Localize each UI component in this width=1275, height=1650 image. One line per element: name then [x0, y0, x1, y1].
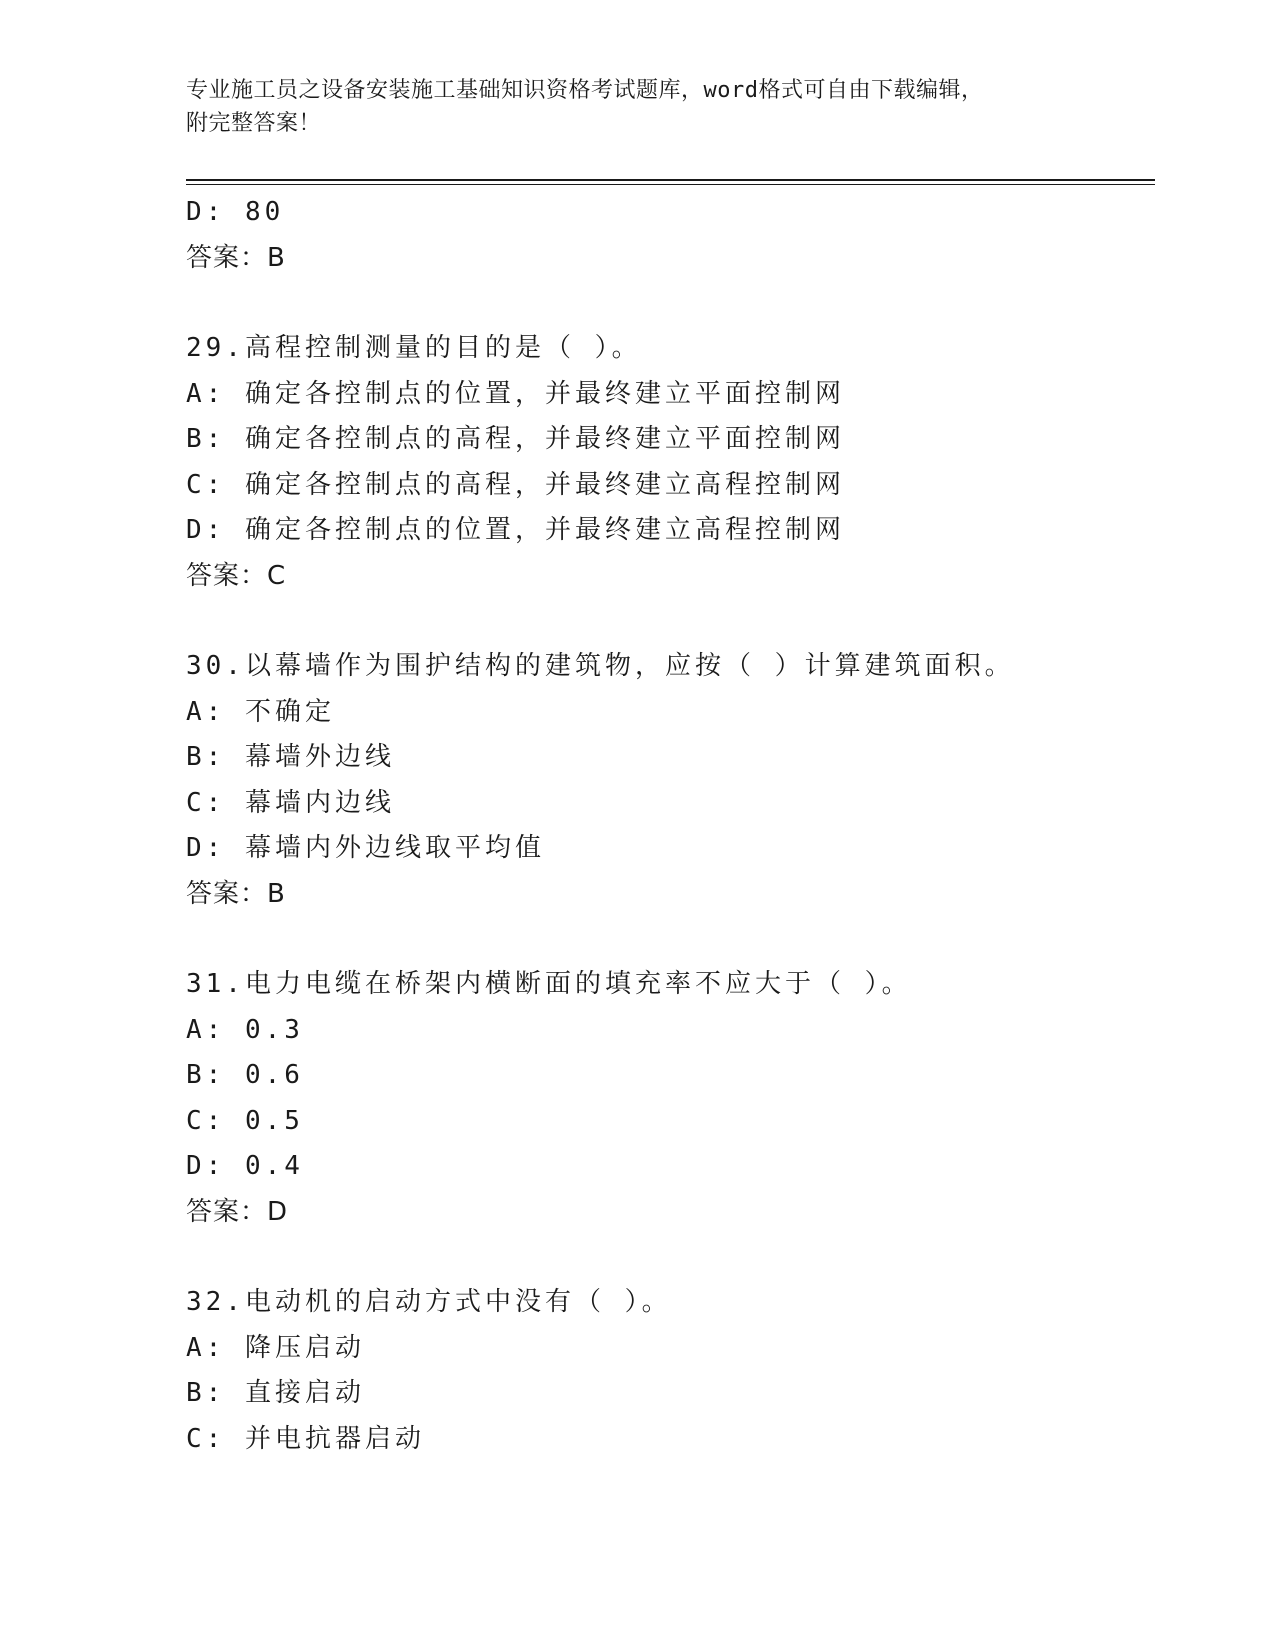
- answer-line: 答案：B: [186, 878, 286, 909]
- question-31: [186, 962, 1146, 1235]
- question-stem: 31.电力电缆在桥架内横断面的填充率不应大于（ ）。: [186, 969, 912, 999]
- option-d: D: 0.4: [186, 1151, 304, 1181]
- spacer: [186, 599, 1146, 644]
- question-30: [186, 644, 1146, 917]
- option-b: B: 幕墙外边线: [186, 742, 395, 772]
- option-c: C: 幕墙内边线: [186, 787, 395, 818]
- header-line-1: 专业施工员之设备安装施工基础知识资格考试题库，word格式可自由下载编辑，: [186, 78, 984, 103]
- answer-line: 答案：B: [186, 242, 286, 273]
- option-d: D: 幕墙内外边线取平均值: [186, 833, 545, 863]
- question-content: [186, 190, 1146, 1462]
- question-32: [186, 1280, 1146, 1462]
- question-stem: 29.高程控制测量的目的是（ ）。: [186, 333, 642, 363]
- question-stem: 30.以幕墙作为围护结构的建筑物，应按（ ）计算建筑面积。: [186, 651, 1015, 681]
- option-a: A: 确定各控制点的位置，并最终建立平面控制网: [186, 378, 845, 409]
- option-b: B: 直接启动: [186, 1378, 365, 1408]
- header-divider-thick: [186, 179, 1155, 181]
- question-29: [186, 326, 1146, 599]
- document-header: [186, 74, 1086, 140]
- spacer: [186, 1235, 1146, 1280]
- header-divider-thin: [186, 184, 1155, 185]
- option-d: D: 确定各控制点的位置，并最终建立高程控制网: [186, 515, 845, 545]
- option-a: A: 0.3: [186, 1014, 304, 1045]
- option-c: C: 0.5: [186, 1105, 304, 1136]
- spacer: [186, 917, 1146, 962]
- option-b: B: 0.6: [186, 1060, 304, 1090]
- header-line-2: 附完整答案！: [186, 111, 322, 136]
- option-c: C: 并电抗器启动: [186, 1423, 425, 1454]
- option-a: A: 不确定: [186, 696, 335, 727]
- option-c: C: 确定各控制点的高程，并最终建立高程控制网: [186, 469, 845, 500]
- option-b: B: 确定各控制点的高程，并最终建立平面控制网: [186, 424, 845, 454]
- answer-line: 答案：D: [186, 1196, 289, 1227]
- question-stem: 32.电动机的启动方式中没有（ ）。: [186, 1287, 672, 1317]
- option-d: D: 80: [186, 197, 285, 227]
- spacer: [186, 281, 1146, 326]
- answer-line: 答案：C: [186, 560, 287, 591]
- option-a: A: 降压启动: [186, 1332, 365, 1363]
